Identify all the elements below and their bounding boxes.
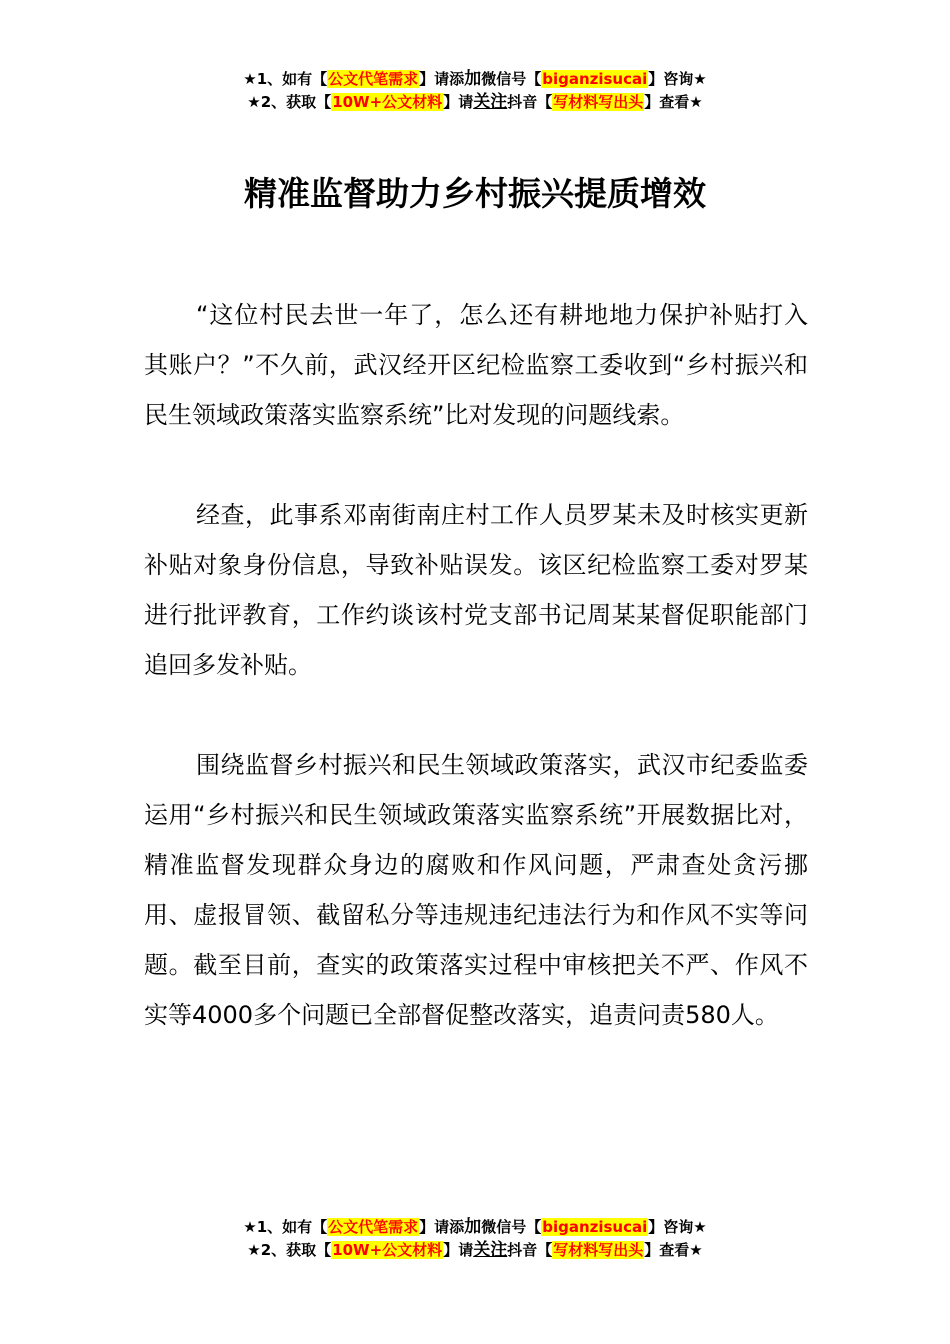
banner-text: 】请: [443, 1241, 474, 1259]
banner-text: 】查看★: [644, 1241, 703, 1259]
highlight-materials: 10W+公文材料: [332, 93, 443, 111]
banner-text: 抖音【: [507, 1241, 553, 1259]
banner-emphasis: 加: [464, 69, 482, 89]
banner-text: ★1、如有【: [243, 70, 328, 88]
banner-emphasis: 关注: [473, 92, 508, 112]
document-title: 精准监督助力乡村振兴提质增效: [244, 174, 706, 214]
banner-text: 】查看★: [644, 93, 703, 111]
banner-text: ★2、获取【: [247, 93, 332, 111]
banner-emphasis: 关注: [473, 1240, 508, 1260]
paragraph-2: 经查，此事系邓南街南庄村工作人员罗某未及时核实更新补贴对象身份信息，导致补贴误发。该区纪检监察工委对罗某进行批评教育，工作约谈该村党支部书记周某某督促职能部门追回多发补贴。: [144, 501, 808, 679]
banner-text: 】请: [443, 93, 474, 111]
highlight-service: 公文代笔需求: [328, 1218, 419, 1236]
banner-line-2: [0, 1239, 950, 1262]
highlight-wechat-id: biganzisucai: [542, 1218, 648, 1236]
banner-text: ★1、如有【: [243, 1218, 328, 1236]
banner-line-2: [0, 91, 950, 114]
banner-text: 微信号【: [481, 1218, 542, 1236]
banner-text: 】请添: [419, 1218, 465, 1236]
document-body: [144, 290, 808, 1090]
header-banner: [0, 68, 950, 114]
banner-emphasis: 加: [464, 1217, 482, 1237]
highlight-materials: 10W+公文材料: [332, 1241, 443, 1259]
footer-banner: [0, 1216, 950, 1262]
highlight-douyin-id: 写材料写出头: [553, 93, 644, 111]
highlight-douyin-id: 写材料写出头: [553, 1241, 644, 1259]
banner-text: 】咨询★: [648, 1218, 707, 1236]
banner-text: ★2、获取【: [247, 1241, 332, 1259]
highlight-wechat-id: biganzisucai: [542, 70, 648, 88]
banner-line-1: [0, 1216, 950, 1239]
banner-text: 】咨询★: [648, 70, 707, 88]
paragraph-1: “这位村民去世一年了，怎么还有耕地地力保护补贴打入其账户？”不久前，武汉经开区纪检监察工委收到“乡村振兴和民生领域政策落实监察系统”比对发现的问题线索。: [144, 301, 808, 429]
banner-text: 】请添: [419, 70, 465, 88]
banner-text: 微信号【: [481, 70, 542, 88]
banner-text: 抖音【: [507, 93, 553, 111]
highlight-service: 公文代笔需求: [328, 70, 419, 88]
paragraph-3: 围绕监督乡村振兴和民生领域政策落实，武汉市纪委监委运用“乡村振兴和民生领域政策落实监察系统”开展数据比对，精准监督发现群众身边的腐败和作风问题，严肃查处贪污挪用、虚报冒领、截留私分等违规违纪违法行为和作风不实等问题。截至目前，查实的政策落实过程中审核把关不严、作风不实等4000多个问题已全部督促整改落实，追责问责580人。: [144, 751, 808, 1029]
banner-line-1: [0, 68, 950, 91]
